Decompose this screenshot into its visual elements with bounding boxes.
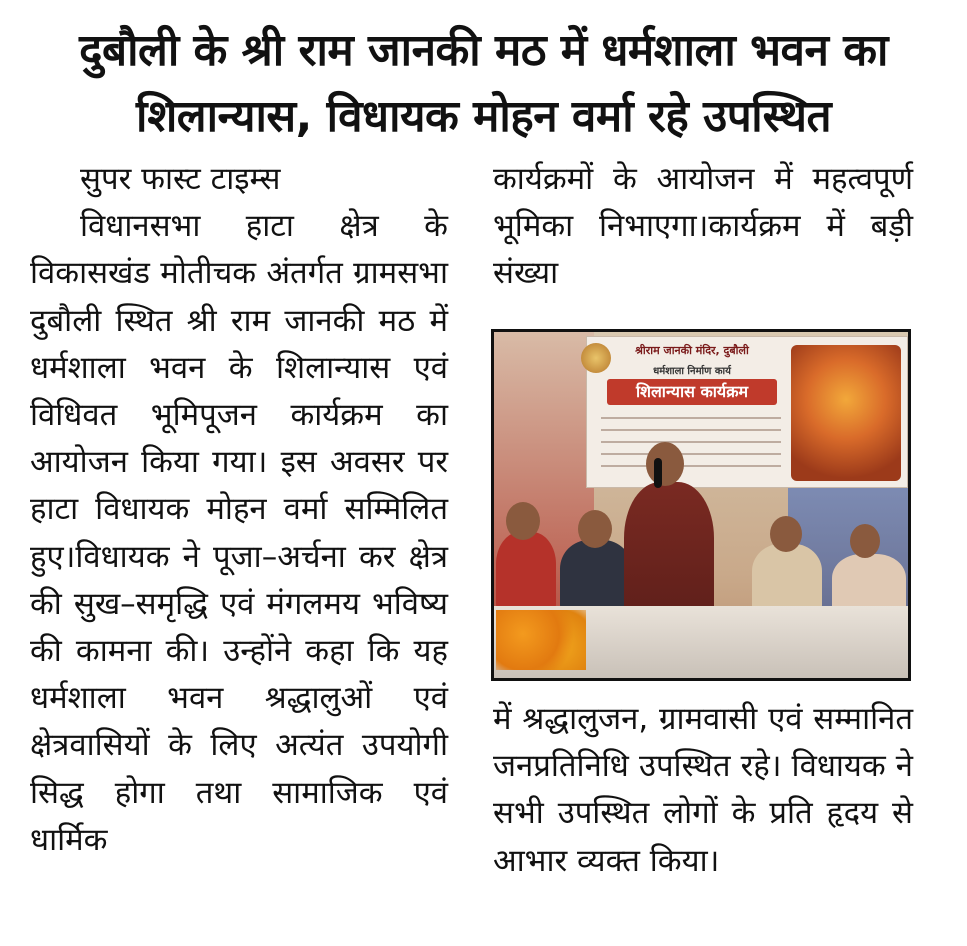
marigold-garland: [496, 610, 586, 670]
article-column-right-bottom: [493, 696, 913, 885]
deity-image: [791, 345, 901, 481]
article-body-right-top: कार्यक्रमों के आयोजन में महत्वपूर्ण भूमिका निभाएगा।कार्यक्रम में बड़ी संख्या: [493, 161, 913, 292]
event-photo: [491, 329, 911, 681]
person-speaker: [624, 482, 714, 622]
banner-subtitle: धर्मशाला निर्माण कार्य: [653, 366, 731, 377]
person-head-speaker: [646, 442, 684, 486]
banner-fine-print: [601, 417, 781, 477]
byline: सुपर फास्ट टाइम्स: [80, 161, 281, 197]
person-head-3: [770, 516, 802, 552]
person-seated-4: [832, 554, 906, 614]
article-body-right-bottom: में श्रद्धालुजन, ग्रामवासी एवं सम्मानित जनप्रतिनिधि उपस्थित रहे। विधायक ने सभी उपस्थित लोगों के प्रति हृदय से आभार व्यक्त किया।: [493, 701, 913, 879]
person-seated-2: [560, 540, 632, 612]
banner-title: शिलान्यास कार्यक्रम: [607, 379, 777, 405]
microphone-icon: [654, 458, 662, 488]
person-head-2: [578, 510, 612, 548]
headline-line-2: शिलान्यास, विधायक मोहन वर्मा रहे उपस्थित: [135, 91, 832, 142]
headline-line-1: दुबौली के श्री राम जानकी मठ में धर्मशाला भवन का: [79, 25, 888, 76]
event-banner: [586, 336, 908, 488]
article-column-left: [30, 156, 448, 864]
article-column-right-top: [493, 156, 913, 298]
person-seated-3: [752, 544, 822, 612]
person-head-1: [506, 502, 540, 540]
person-seated-1: [496, 532, 556, 612]
banner-temple-name: श्रीराम जानकी मंदिर, दुबौली: [635, 344, 749, 357]
headline: [0, 18, 967, 150]
person-head-4: [850, 524, 880, 558]
article-body-left: विधानसभा हाटा क्षेत्र के विकासखंड मोतीचक अंतर्गत ग्रामसभा दुबौली स्थित श्री राम जानकी मठ में धर्मशाला भवन के शिलान्यास एवं विधिवत भूमिपूजन कार्यक्रम का आयोजन किया गया। इस अवसर पर हाटा विधायक मोहन वर्मा सम्मिलित हुए।विधायक ने पूजा–अर्चना कर क्षेत्र की सुख–समृद्धि एवं मंगलमय भविष्य की कामना की। उन्होंने कहा कि यह धर्मशाला भवन श्रद्धालुओं एवं क्षेत्रवासियों के लिए अत्यंत उपयोगी सिद्ध होगा तथा सामाजिक एवं धार्मिक: [30, 208, 448, 858]
